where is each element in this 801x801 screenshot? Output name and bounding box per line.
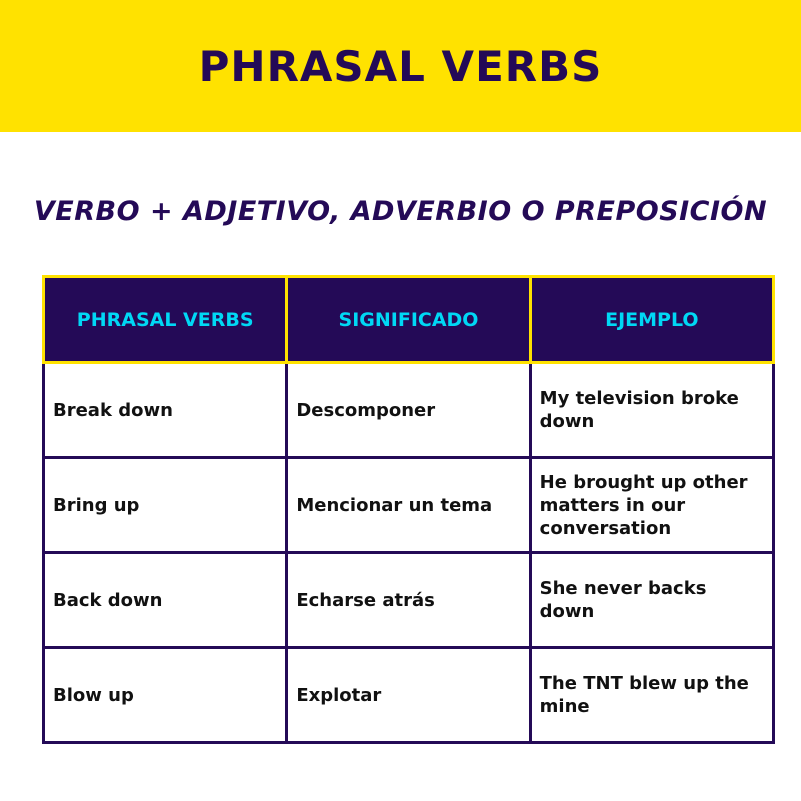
- phrasal-verb-cell: Break down: [44, 363, 287, 458]
- table-row: [44, 458, 774, 553]
- phrasal-verbs-table: [42, 275, 775, 744]
- title-banner: [0, 0, 801, 132]
- example-cell: He brought up other matters in our conversation: [530, 458, 773, 553]
- phrasal-verb-cell: Blow up: [44, 648, 287, 743]
- example-cell: She never backs down: [530, 553, 773, 648]
- subtitle: VERBO + ADJETIVO, ADVERBIO O PREPOSICIÓN: [33, 196, 768, 227]
- page-title: PHRASAL VERBS: [198, 41, 603, 91]
- column-header-ejemplo: EJEMPLO: [530, 277, 773, 363]
- meaning-cell: Echarse atrás: [287, 553, 530, 648]
- table-header-row: [44, 277, 774, 363]
- table-row: [44, 648, 774, 743]
- meaning-cell: Explotar: [287, 648, 530, 743]
- meaning-cell: Descomponer: [287, 363, 530, 458]
- column-header-phrasal-verbs: PHRASAL VERBS: [44, 277, 287, 363]
- table-row: [44, 553, 774, 648]
- phrasal-verb-cell: Back down: [44, 553, 287, 648]
- phrasal-verb-cell: Bring up: [44, 458, 287, 553]
- example-cell: My television broke down: [530, 363, 773, 458]
- table-row: [44, 363, 774, 458]
- column-header-significado: SIGNIFICADO: [287, 277, 530, 363]
- meaning-cell: Mencionar un tema: [287, 458, 530, 553]
- example-cell: The TNT blew up the mine: [530, 648, 773, 743]
